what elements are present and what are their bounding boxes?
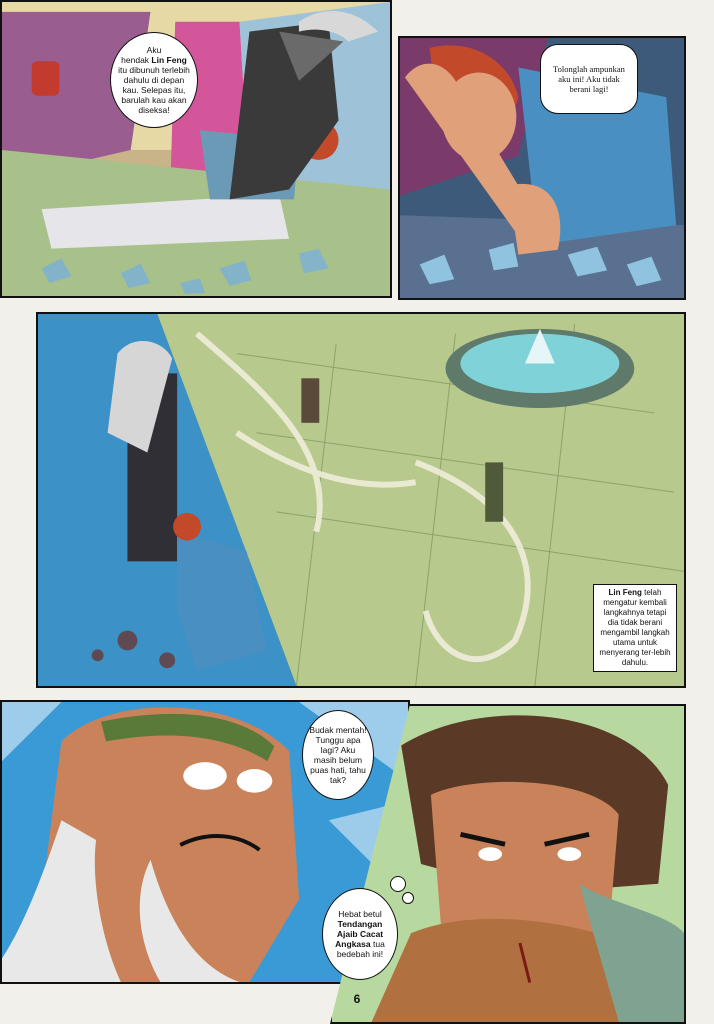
speech-text: Budak mentah! Tunggu apa lagi? Aku masih belum puas hati, tahu tak? xyxy=(309,725,367,785)
thought-dot-medium xyxy=(390,876,406,892)
panel-1-art xyxy=(2,2,390,296)
thought-bold-name: Tendangan Ajaib Cacat Angkasa xyxy=(335,919,384,949)
speech-text: Tolonglah ampunkan aku ini! Aku tidak berani lagi! xyxy=(553,64,625,94)
panel-2-begging-woman xyxy=(398,36,686,300)
speech-bubble-plea xyxy=(540,44,638,114)
thought-line: tua bedebah ini! xyxy=(336,939,385,959)
speech-text xyxy=(117,45,191,115)
panel-3-art xyxy=(38,314,684,686)
thought-dot-small xyxy=(402,892,414,904)
thought-line: Hebat betul xyxy=(338,909,382,919)
speech-line: itu dibunuh terlebih dahulu di depan kau. Selepas itu, barulah kau akan diseksa! xyxy=(118,65,190,115)
caption-text: telah mengatur kembali langkahnya tetapi dia tidak berani mengambil langkah utama untuk menyerang ter-lebih dahulu. xyxy=(599,588,671,667)
panel-1-room-scene xyxy=(0,0,392,298)
thought-text xyxy=(329,909,391,959)
page-number: 6 xyxy=(353,992,361,1006)
narration-caption xyxy=(593,584,677,672)
speech-line: Aku xyxy=(146,45,162,55)
panel-3-courtyard-fight xyxy=(36,312,686,688)
speech-bubble-lin-feng-threat xyxy=(110,32,198,128)
caption-bold-name: Lin Feng xyxy=(608,588,642,597)
thought-bubble-hero xyxy=(322,888,398,980)
speech-line: hendak xyxy=(121,55,150,65)
speech-bold-name: Lin Feng xyxy=(151,55,187,65)
speech-bubble-old-man-taunt xyxy=(302,710,374,800)
